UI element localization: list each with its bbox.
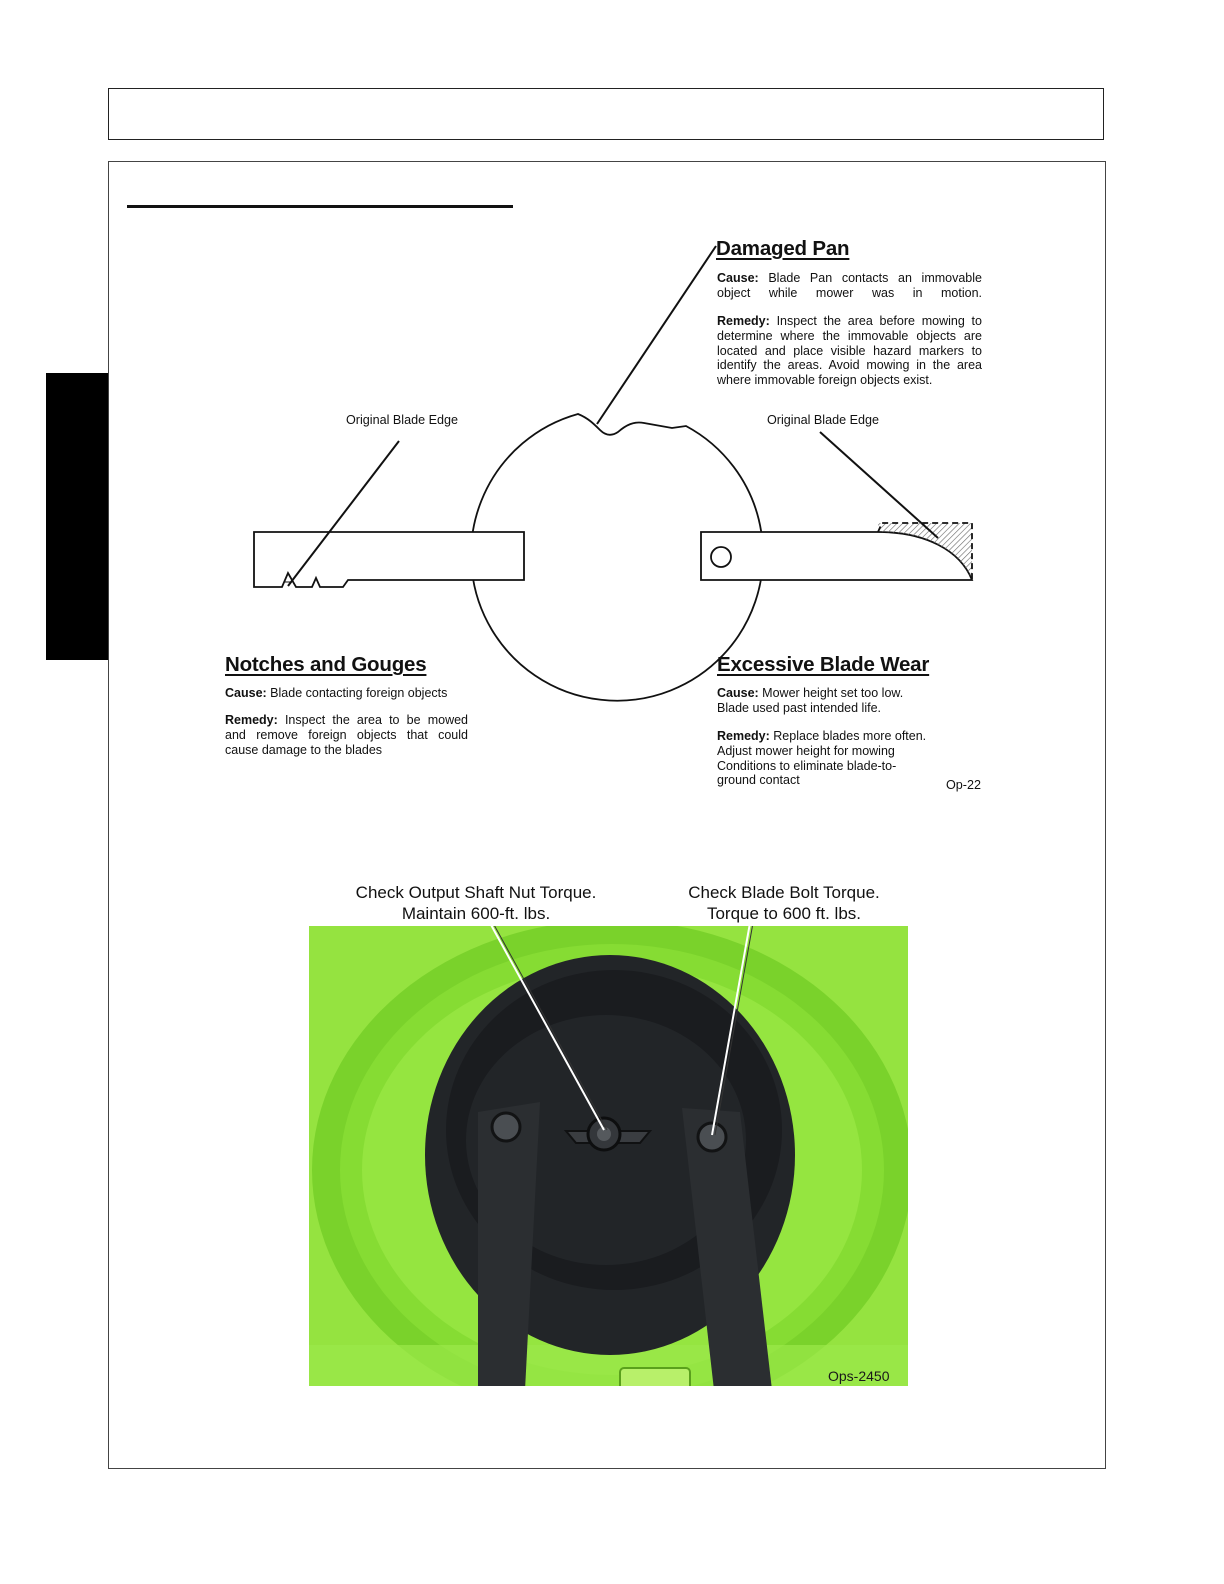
blade-wear-cause	[717, 686, 957, 716]
remedy-label: Remedy:	[717, 729, 770, 743]
remedy-line-3: Conditions to eliminate blade-to-	[717, 758, 897, 773]
blade-wear-remedy	[717, 729, 957, 788]
figure-reference: Op-22	[946, 778, 982, 792]
caption-line-2: Torque to 600 ft. lbs.	[706, 904, 862, 923]
blade-pan-photo	[309, 920, 912, 1420]
cause-line-2: Blade used past intended life.	[717, 700, 882, 715]
cause-text: Blade Pan contacts an immovable object while mower was in motion.	[717, 271, 982, 300]
cause-text: Blade contacting foreign objects	[270, 686, 448, 700]
right-edge-leader	[820, 432, 938, 538]
remedy-text: Inspect the area to be mowed and remove foreign objects that could cause damage to the blades	[225, 713, 468, 757]
remedy-line-1: Replace blades more often.	[773, 729, 927, 743]
remedy-text: Inspect the area before mowing to determine where the immovable objects are located and place visible hazard markers to identify the areas. Avoid mowing in the area where immovable foreign objects exist.	[717, 314, 982, 388]
damaged-pan-cause	[717, 271, 982, 301]
cause-label: Cause:	[717, 271, 759, 285]
photo-reference: Ops-2450	[828, 1368, 890, 1384]
original-blade-edge-left-label: Original Blade Edge	[346, 413, 459, 427]
notches-cause	[225, 686, 475, 701]
original-blade-edge-right-label: Original Blade Edge	[767, 413, 880, 427]
blade-bolt-caption	[655, 882, 913, 924]
blade-wear-heading: Excessive Blade Wear	[717, 653, 930, 676]
remedy-line-2: Adjust mower height for mowing	[717, 743, 895, 758]
damaged-pan-heading: Damaged Pan	[716, 237, 850, 260]
notches-remedy	[225, 713, 468, 757]
caption-line-2: Maintain 600-ft. lbs.	[401, 904, 551, 923]
caption-line-1: Check Blade Bolt Torque.	[688, 883, 880, 902]
remedy-label: Remedy:	[225, 713, 278, 727]
cause-label: Cause:	[717, 686, 759, 700]
caption-line-1: Check Output Shaft Nut Torque.	[355, 883, 597, 902]
notches-heading: Notches and Gouges	[225, 653, 427, 676]
blade-bolt-hole	[711, 547, 731, 567]
damaged-pan-remedy	[717, 314, 982, 388]
remedy-line-4: ground contact	[717, 773, 800, 788]
cause-label: Cause:	[225, 686, 267, 700]
cause-line-1: Mower height set too low.	[762, 686, 904, 700]
damaged-pan-leader	[597, 246, 716, 424]
remedy-label: Remedy:	[717, 314, 770, 328]
output-shaft-caption	[330, 882, 622, 924]
